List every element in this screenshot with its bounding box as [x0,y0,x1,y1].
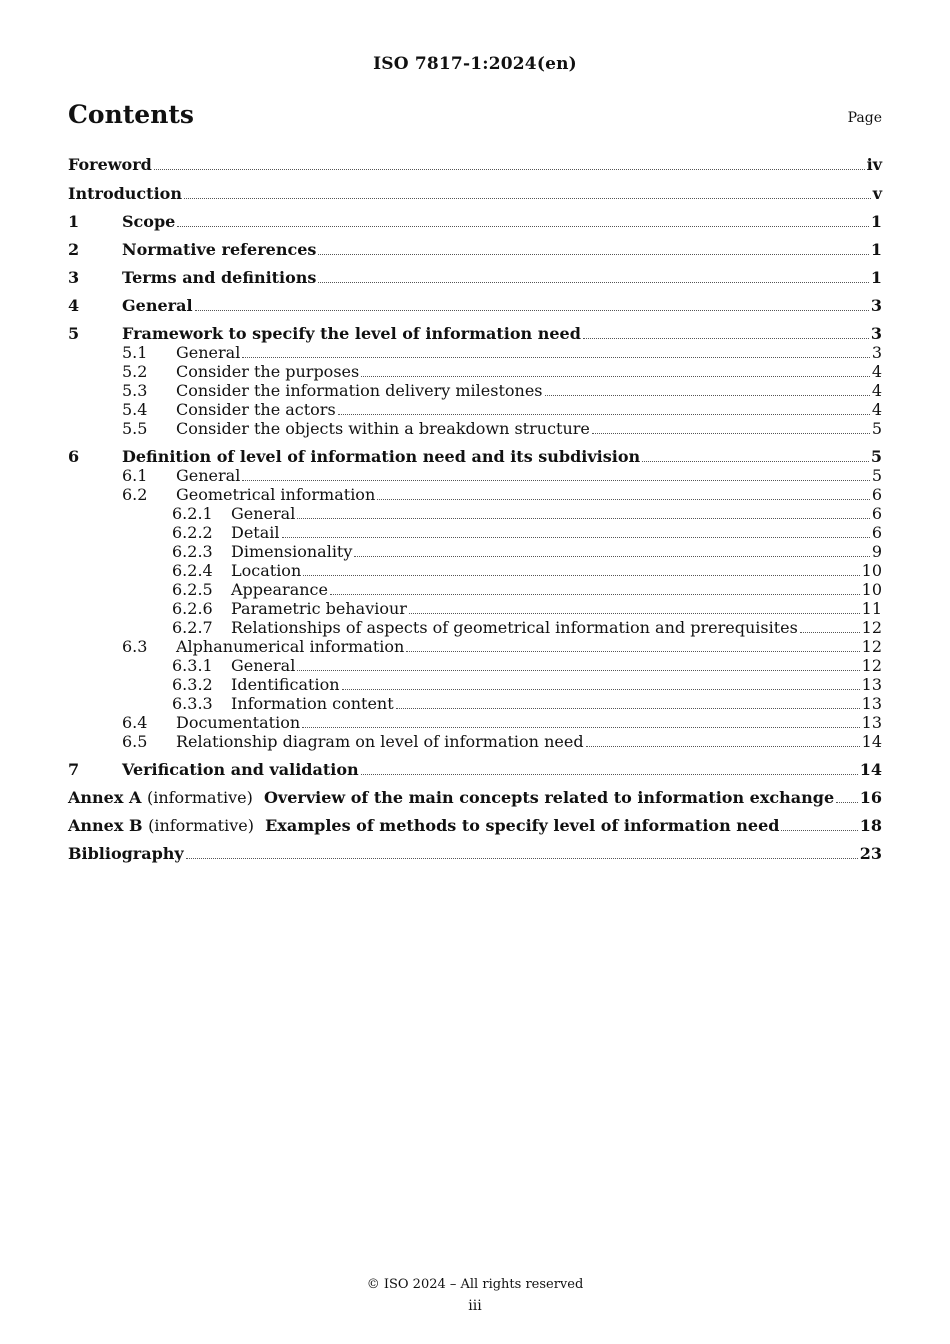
toc-page: 13 [861,713,882,732]
toc-number: 6 [68,447,80,466]
toc-number: 6.2.5 [172,580,213,599]
toc-title: Definition of level of information need and its subdivision [122,447,641,466]
toc-page: 12 [861,637,882,656]
toc-page: 6 [871,504,882,523]
toc-leader [836,802,858,803]
toc-title: General [176,466,241,485]
toc-leader [242,480,869,481]
toc-title: Terms and definitions [122,268,317,287]
toc-entry-6-2-4[interactable] [68,561,882,580]
toc-page: 13 [861,694,882,713]
toc-page: 4 [871,381,882,400]
toc-number: 6.4 [122,713,148,732]
toc-title: Consider the purposes [176,362,360,381]
toc-entry-3[interactable] [68,268,882,287]
toc-leader [409,613,860,614]
toc-title: Detail [231,523,280,542]
toc-page: 6 [871,485,882,504]
toc-number: 5.4 [122,400,148,419]
toc-title: Bibliography [68,844,184,863]
toc-page: 10 [861,561,882,580]
toc-title: General [231,504,296,523]
toc-leader [330,594,860,595]
annex-label: Annex B [68,816,143,835]
toc-entry-7[interactable] [68,760,882,779]
toc-page: 4 [871,362,882,381]
toc-leader [342,689,860,690]
toc-title: Geometrical information [176,485,376,504]
toc-page: 1 [870,268,882,287]
toc-title: Identification [231,675,340,694]
toc-entry-6-2-2[interactable] [68,523,882,542]
toc-page: 3 [870,324,882,343]
toc-page: 14 [861,732,882,751]
toc-number: 6.2.3 [172,542,213,561]
toc-title: Consider the information delivery milestones [176,381,543,400]
toc-title: Relationship diagram on level of information need [176,732,584,751]
toc-title: Normative references [122,240,317,259]
toc-title: Information content [231,694,394,713]
toc-leader [592,433,870,434]
toc-title: Parametric behaviour [231,599,407,618]
toc-number: 6.3.2 [172,675,213,694]
toc-title: Alphanumerical information [176,637,405,656]
toc-entry-6-2-6[interactable] [68,599,882,618]
toc-page: 3 [870,296,882,315]
toc-number: 2 [68,240,80,259]
toc-page: v [872,184,882,203]
annex-title: Examples of methods to specify level of information need [265,816,780,835]
toc-page: 1 [870,240,882,259]
toc-entry-6-2-5[interactable] [68,580,882,599]
annex-informative-label: (informative) [148,816,254,835]
toc-leader [318,254,868,255]
toc-title: Framework to specify the level of information need [122,324,581,343]
toc-title: Location [231,561,302,580]
toc-title: Consider the actors [176,400,336,419]
toc-title: Foreword [68,155,152,174]
toc-entry-annex-a[interactable] [68,788,882,807]
toc-title: Relationships of aspects of geometrical information and prerequisites [231,618,798,637]
toc-page: 3 [871,343,882,362]
toc-number: 4 [68,296,80,315]
toc-leader [297,670,859,671]
toc-leader [361,376,870,377]
toc-number: 3 [68,268,80,287]
toc-entry-6-2-3[interactable] [68,542,882,561]
toc-leader [354,556,869,557]
annex-informative-label: (informative) [146,788,253,807]
toc-leader [338,414,870,415]
toc-number: 5.5 [122,419,148,438]
toc-number: 5.3 [122,381,148,400]
toc-page: 23 [859,844,882,863]
toc-page: 13 [861,675,882,694]
toc-leader [642,461,869,462]
toc-number: 6.2.2 [172,523,213,542]
toc-entry-6-2-1[interactable] [68,504,882,523]
toc-entry-bibliography[interactable] [68,844,882,863]
toc-number: 5.1 [122,343,148,362]
toc-entry-5-1[interactable] [68,343,882,362]
toc-leader [586,746,860,747]
toc-entry-annex-b[interactable] [68,816,882,835]
annex-label: Annex A [68,788,142,807]
toc-title: General [122,296,193,315]
toc-number: 6.2.6 [172,599,213,618]
toc-title [68,788,834,807]
toc-number: 6.2.4 [172,561,213,580]
toc-entry-foreword[interactable] [68,155,882,174]
toc-page: 11 [861,599,882,618]
toc-entry-6-3-1[interactable] [68,656,882,675]
page-column-label: Page [847,110,882,126]
toc-leader [242,357,869,358]
toc-page: 16 [859,788,882,807]
toc-title: Consider the objects within a breakdown structure [176,419,590,438]
toc-number: 6.2 [122,485,148,504]
toc-leader [545,395,870,396]
toc-title: Verification and validation [122,760,359,779]
toc-leader [377,499,870,500]
toc-page: 14 [859,760,882,779]
toc-entry-6-2-7[interactable] [68,618,882,637]
toc-leader [583,338,869,339]
toc-title: Documentation [176,713,301,732]
toc-number: 6.3 [122,637,148,656]
toc-entry-6[interactable] [68,447,882,466]
toc-title: Scope [122,212,176,231]
toc-leader [302,727,860,728]
toc-entry-5-4[interactable] [68,400,882,419]
toc-title: General [231,656,296,675]
toc-entry-6-4[interactable] [68,713,882,732]
toc-leader [154,169,865,170]
toc-title [68,816,779,835]
toc-number: 5 [68,324,80,343]
page-number: iii [468,1298,482,1314]
toc-entry-6-3-3[interactable] [68,694,882,713]
toc-title: Introduction [68,184,182,203]
toc-page: 5 [871,419,882,438]
toc-page: 5 [870,447,882,466]
toc-leader [396,708,860,709]
toc-number: 5.2 [122,362,148,381]
toc-leader [297,518,869,519]
toc-page: 4 [871,400,882,419]
contents-heading: Contents [68,100,195,129]
toc-leader [195,310,869,311]
toc-entry-5-5[interactable] [68,419,882,438]
toc-number: 6.3.3 [172,694,213,713]
toc-entry-5[interactable] [68,324,882,343]
toc-entry-1[interactable] [68,212,882,231]
toc-leader [781,830,857,831]
copyright-notice: © ISO 2024 – All rights reserved [366,1277,584,1292]
toc-leader [184,198,871,199]
table-of-contents [68,152,882,863]
toc-leader [800,632,860,633]
toc-entry-6-2[interactable] [68,485,882,504]
toc-number: 7 [68,760,80,779]
toc-page: 6 [871,523,882,542]
toc-number: 6.3.1 [172,656,213,675]
toc-page: 12 [861,656,882,675]
annex-title: Overview of the main concepts related to information exchange [263,788,835,807]
toc-entry-4[interactable] [68,296,882,315]
toc-entry-2[interactable] [68,240,882,259]
toc-leader [282,537,870,538]
toc-number: 6.2.7 [172,618,213,637]
toc-entry-5-2[interactable] [68,362,882,381]
toc-entry-6-3[interactable] [68,637,882,656]
toc-leader [186,858,858,859]
toc-entry-6-1[interactable] [68,466,882,485]
toc-entry-introduction[interactable] [68,184,882,203]
toc-number: 6.1 [122,466,148,485]
toc-title: Appearance [231,580,328,599]
toc-page: 12 [861,618,882,637]
toc-title: Dimensionality [231,542,353,561]
toc-leader [303,575,859,576]
toc-title: General [176,343,241,362]
toc-entry-6-3-2[interactable] [68,675,882,694]
toc-number: 6.2.1 [172,504,213,523]
toc-leader [406,651,859,652]
toc-number: 6.5 [122,732,148,751]
toc-number: 1 [68,212,80,231]
toc-page: 18 [859,816,882,835]
toc-entry-5-3[interactable] [68,381,882,400]
document-id: ISO 7817-1:2024(en) [373,54,577,74]
toc-page: 10 [861,580,882,599]
toc-page: 5 [871,466,882,485]
toc-page: iv [866,155,882,174]
toc-leader [177,226,869,227]
toc-page: 9 [871,542,882,561]
toc-page: 1 [870,212,882,231]
toc-entry-6-5[interactable] [68,732,882,751]
toc-leader [361,774,858,775]
toc-leader [318,282,868,283]
